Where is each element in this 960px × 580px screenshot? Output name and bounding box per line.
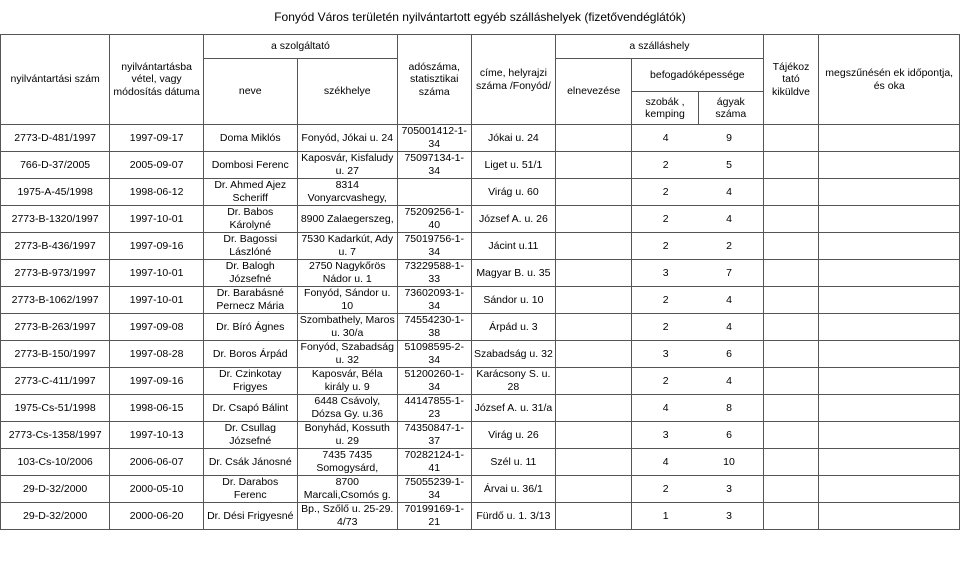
cell-provider-seat: Fonyód, Szabadság u. 32 <box>297 341 397 368</box>
lodging-register-table <box>0 34 960 530</box>
header-tax: adószáma, statisztikai száma <box>397 35 471 125</box>
cell-reg-date: 1997-10-13 <box>110 422 204 449</box>
cell-beds: 4 <box>726 320 732 333</box>
cell-tax-number: 705001412-1-34 <box>397 125 471 152</box>
header-seat: székhelye <box>297 59 397 125</box>
cell-beds: 4 <box>726 374 732 387</box>
cell-lodging-name <box>556 206 632 233</box>
table-row <box>1 341 960 368</box>
cell-reg-number: 2773-Cs-1358/1997 <box>1 422 110 449</box>
cell-capacity <box>632 314 764 341</box>
cell-lodging-name <box>556 314 632 341</box>
header-address: címe, helyrajzi száma /Fonyód/ <box>471 35 556 125</box>
cell-info-sent <box>763 395 819 422</box>
cell-tax-number: 70282124-1-41 <box>397 449 471 476</box>
table-row <box>1 125 960 152</box>
cell-end-date <box>819 395 960 422</box>
cell-provider-seat: 8314 Vonyarcvashegy, <box>297 179 397 206</box>
cell-end-date <box>819 287 960 314</box>
cell-beds: 7 <box>726 266 732 279</box>
cell-reg-number: 2773-B-263/1997 <box>1 314 110 341</box>
cell-reg-date: 2000-06-20 <box>110 503 204 530</box>
cell-provider-seat: Kaposvár, Kisfaludy u. 27 <box>297 152 397 179</box>
header-info: Tájékoz tató kiküldve <box>763 35 819 125</box>
cell-reg-date: 2005-09-07 <box>110 152 204 179</box>
cell-capacity <box>632 233 764 260</box>
cell-provider-name: Dr. Barabásné Pernecz Mária <box>203 287 297 314</box>
cell-rooms: 3 <box>662 266 669 279</box>
cell-beds: 4 <box>726 293 732 306</box>
cell-lodging-name <box>556 449 632 476</box>
cell-tax-number: 74350847-1-37 <box>397 422 471 449</box>
cell-address: Árpád u. 3 <box>471 314 556 341</box>
cell-rooms: 1 <box>662 509 669 522</box>
cell-address: Sándor u. 10 <box>471 287 556 314</box>
cell-end-date <box>819 206 960 233</box>
cell-reg-number: 2773-B-436/1997 <box>1 233 110 260</box>
cell-end-date <box>819 233 960 260</box>
cell-info-sent <box>763 152 819 179</box>
cell-end-date <box>819 368 960 395</box>
cell-tax-number: 75097134-1-34 <box>397 152 471 179</box>
cell-beds: 3 <box>726 482 732 495</box>
cell-tax-number: 73602093-1-34 <box>397 287 471 314</box>
cell-provider-name: Dr. Darabos Ferenc <box>203 476 297 503</box>
cell-beds: 9 <box>726 131 732 144</box>
cell-provider-name: Dr. Boros Árpád <box>203 341 297 368</box>
cell-reg-date: 1997-09-17 <box>110 125 204 152</box>
cell-lodging-name <box>556 503 632 530</box>
cell-reg-date: 1997-09-08 <box>110 314 204 341</box>
cell-capacity <box>632 341 764 368</box>
cell-beds: 10 <box>723 455 735 468</box>
cell-reg-number: 29-D-32/2000 <box>1 476 110 503</box>
cell-capacity <box>632 125 764 152</box>
cell-info-sent <box>763 476 819 503</box>
header-name: neve <box>203 59 297 125</box>
cell-info-sent <box>763 287 819 314</box>
cell-rooms: 3 <box>662 347 669 360</box>
cell-reg-number: 1975-Cs-51/1998 <box>1 395 110 422</box>
cell-rooms: 3 <box>662 428 669 441</box>
cell-address: Árvai u. 36/1 <box>471 476 556 503</box>
header-end: megszűnésén ek időpontja, és oka <box>819 35 960 125</box>
cell-rooms: 2 <box>662 185 669 198</box>
cell-tax-number <box>397 179 471 206</box>
cell-address: Virág u. 26 <box>471 422 556 449</box>
cell-lodging-name <box>556 287 632 314</box>
table-row <box>1 287 960 314</box>
cell-provider-seat: 8700 Marcali,Csomós g. <box>297 476 397 503</box>
cell-rooms: 4 <box>662 455 669 468</box>
table-row <box>1 395 960 422</box>
cell-end-date <box>819 422 960 449</box>
cell-tax-number: 73229588-1-33 <box>397 260 471 287</box>
cell-info-sent <box>763 206 819 233</box>
cell-provider-name: Dr. Bíró Ágnes <box>203 314 297 341</box>
cell-capacity <box>632 449 764 476</box>
cell-reg-date: 1997-10-01 <box>110 287 204 314</box>
cell-provider-seat: Bp., Szőlő u. 25-29. 4/73 <box>297 503 397 530</box>
cell-capacity <box>632 179 764 206</box>
table-row <box>1 233 960 260</box>
cell-reg-number: 2773-B-1320/1997 <box>1 206 110 233</box>
cell-beds: 6 <box>726 347 732 360</box>
cell-tax-number: 75055239-1-34 <box>397 476 471 503</box>
cell-end-date <box>819 314 960 341</box>
cell-reg-date: 1997-08-28 <box>110 341 204 368</box>
cell-info-sent <box>763 341 819 368</box>
header-capacity: befogadóképessége <box>632 59 764 92</box>
table-row <box>1 449 960 476</box>
cell-provider-seat: Kaposvár, Béla király u. 9 <box>297 368 397 395</box>
cell-provider-name: Dombosi Ferenc <box>203 152 297 179</box>
header-provider-group: a szolgáltató <box>203 35 397 59</box>
cell-reg-date: 2000-05-10 <box>110 476 204 503</box>
cell-beds: 2 <box>726 239 732 252</box>
cell-end-date <box>819 152 960 179</box>
cell-rooms: 2 <box>662 293 669 306</box>
cell-rooms: 4 <box>662 131 669 144</box>
cell-provider-seat: Fonyód, Sándor u. 10 <box>297 287 397 314</box>
cell-end-date <box>819 503 960 530</box>
cell-provider-seat: Bonyhád, Kossuth u. 29 <box>297 422 397 449</box>
cell-provider-name: Dr. Dési Frigyesné <box>203 503 297 530</box>
cell-reg-date: 1997-10-01 <box>110 260 204 287</box>
cell-lodging-name <box>556 152 632 179</box>
cell-tax-number: 44147855-1-23 <box>397 395 471 422</box>
header-lodging-name: elnevezése <box>556 59 632 125</box>
cell-reg-number: 103-Cs-10/2006 <box>1 449 110 476</box>
cell-tax-number: 74554230-1-38 <box>397 314 471 341</box>
header-places: ágyak száma <box>698 92 763 125</box>
cell-reg-number: 2773-D-481/1997 <box>1 125 110 152</box>
cell-end-date <box>819 125 960 152</box>
cell-address: Virág u. 60 <box>471 179 556 206</box>
cell-address: Szabadság u. 32 <box>471 341 556 368</box>
cell-lodging-name <box>556 395 632 422</box>
cell-reg-date: 1997-10-01 <box>110 206 204 233</box>
cell-beds: 6 <box>726 428 732 441</box>
cell-lodging-name <box>556 341 632 368</box>
cell-capacity <box>632 503 764 530</box>
cell-beds: 8 <box>726 401 732 414</box>
cell-end-date <box>819 341 960 368</box>
cell-rooms: 2 <box>662 239 669 252</box>
cell-beds: 4 <box>726 212 732 225</box>
table-row <box>1 503 960 530</box>
cell-address: Szél u. 11 <box>471 449 556 476</box>
cell-info-sent <box>763 503 819 530</box>
cell-provider-seat: Fonyód, Jókai u. 24 <box>297 125 397 152</box>
cell-capacity <box>632 152 764 179</box>
cell-address: Jókai u. 24 <box>471 125 556 152</box>
cell-info-sent <box>763 233 819 260</box>
cell-lodging-name <box>556 260 632 287</box>
cell-provider-name: Dr. Bagossi Lászlóné <box>203 233 297 260</box>
cell-rooms: 2 <box>662 212 669 225</box>
cell-info-sent <box>763 368 819 395</box>
table-row <box>1 260 960 287</box>
cell-rooms: 2 <box>662 320 669 333</box>
cell-lodging-name <box>556 125 632 152</box>
header-lodging-group: a szálláshely <box>556 35 763 59</box>
cell-address: Fürdő u. 1. 3/13 <box>471 503 556 530</box>
cell-reg-number: 2773-B-150/1997 <box>1 341 110 368</box>
document-title: Fonyód Város területén nyilvántartott egyéb szálláshelyek (fizetővendéglátók) <box>274 10 686 24</box>
cell-address: József A. u. 26 <box>471 206 556 233</box>
cell-rooms: 2 <box>662 158 669 171</box>
cell-lodging-name <box>556 476 632 503</box>
cell-provider-seat: 7530 Kadarkút, Ady u. 7 <box>297 233 397 260</box>
cell-provider-name: Dr. Csullag Józsefné <box>203 422 297 449</box>
cell-provider-seat: 6448 Csávoly, Dózsa Gy. u.36 <box>297 395 397 422</box>
cell-reg-number: 2773-C-411/1997 <box>1 368 110 395</box>
cell-beds: 5 <box>726 158 732 171</box>
cell-beds: 3 <box>726 509 732 522</box>
cell-provider-name: Dr. Ahmed Ajez Scheriff <box>203 179 297 206</box>
cell-end-date <box>819 260 960 287</box>
cell-tax-number: 51200260-1-34 <box>397 368 471 395</box>
cell-info-sent <box>763 260 819 287</box>
cell-provider-seat: 2750 Nagykőrös Nádor u. 1 <box>297 260 397 287</box>
header-rooms: szobák , kemping <box>632 92 699 125</box>
cell-provider-seat: Szombathely, Maros u. 30/a <box>297 314 397 341</box>
table-row <box>1 314 960 341</box>
cell-capacity <box>632 476 764 503</box>
cell-reg-number: 1975-A-45/1998 <box>1 179 110 206</box>
cell-provider-name: Doma Miklós <box>203 125 297 152</box>
cell-info-sent <box>763 179 819 206</box>
cell-info-sent <box>763 314 819 341</box>
cell-info-sent <box>763 125 819 152</box>
cell-lodging-name <box>556 233 632 260</box>
cell-reg-number: 2773-B-1062/1997 <box>1 287 110 314</box>
table-row <box>1 476 960 503</box>
cell-capacity <box>632 260 764 287</box>
cell-lodging-name <box>556 368 632 395</box>
table-row <box>1 368 960 395</box>
cell-capacity <box>632 287 764 314</box>
cell-capacity <box>632 206 764 233</box>
cell-address: József A. u. 31/a <box>471 395 556 422</box>
cell-reg-number: 766-D-37/2005 <box>1 152 110 179</box>
table-body <box>1 125 960 530</box>
cell-capacity <box>632 422 764 449</box>
table-row <box>1 152 960 179</box>
cell-reg-number: 29-D-32/2000 <box>1 503 110 530</box>
cell-end-date <box>819 179 960 206</box>
cell-provider-seat: 7435 7435 Somogysárd, <box>297 449 397 476</box>
header-reg-date: nyilvántartásba vétel, vagy módosítás dátuma <box>110 35 204 125</box>
cell-capacity <box>632 368 764 395</box>
cell-end-date <box>819 476 960 503</box>
table-row <box>1 179 960 206</box>
cell-address: Jácint u.11 <box>471 233 556 260</box>
cell-reg-date: 2006-06-07 <box>110 449 204 476</box>
cell-provider-name: Dr. Czinkotay Frigyes <box>203 368 297 395</box>
cell-capacity <box>632 395 764 422</box>
cell-tax-number: 75209256-1-40 <box>397 206 471 233</box>
table-row <box>1 422 960 449</box>
cell-lodging-name <box>556 422 632 449</box>
cell-provider-name: Dr. Csák Jánosné <box>203 449 297 476</box>
cell-tax-number: 70199169-1-21 <box>397 503 471 530</box>
cell-info-sent <box>763 422 819 449</box>
cell-provider-name: Dr. Babos Károlyné <box>203 206 297 233</box>
cell-address: Karácsony S. u. 28 <box>471 368 556 395</box>
cell-address: Liget u. 51/1 <box>471 152 556 179</box>
cell-reg-date: 1998-06-12 <box>110 179 204 206</box>
table-row <box>1 206 960 233</box>
cell-reg-date: 1998-06-15 <box>110 395 204 422</box>
cell-info-sent <box>763 449 819 476</box>
cell-reg-date: 1997-09-16 <box>110 233 204 260</box>
header-reg-number: nyilvántartási szám <box>1 35 110 125</box>
cell-rooms: 2 <box>662 374 669 387</box>
cell-end-date <box>819 449 960 476</box>
cell-provider-seat: 8900 Zalaegerszeg, <box>297 206 397 233</box>
cell-provider-name: Dr. Csapó Bálint <box>203 395 297 422</box>
cell-reg-date: 1997-09-16 <box>110 368 204 395</box>
cell-lodging-name <box>556 179 632 206</box>
cell-rooms: 4 <box>662 401 669 414</box>
cell-reg-number: 2773-B-973/1997 <box>1 260 110 287</box>
cell-provider-name: Dr. Balogh Józsefné <box>203 260 297 287</box>
cell-address: Magyar B. u. 35 <box>471 260 556 287</box>
cell-beds: 4 <box>726 185 732 198</box>
cell-tax-number: 51098595-2-34 <box>397 341 471 368</box>
cell-rooms: 2 <box>662 482 669 495</box>
cell-tax-number: 75019756-1-34 <box>397 233 471 260</box>
